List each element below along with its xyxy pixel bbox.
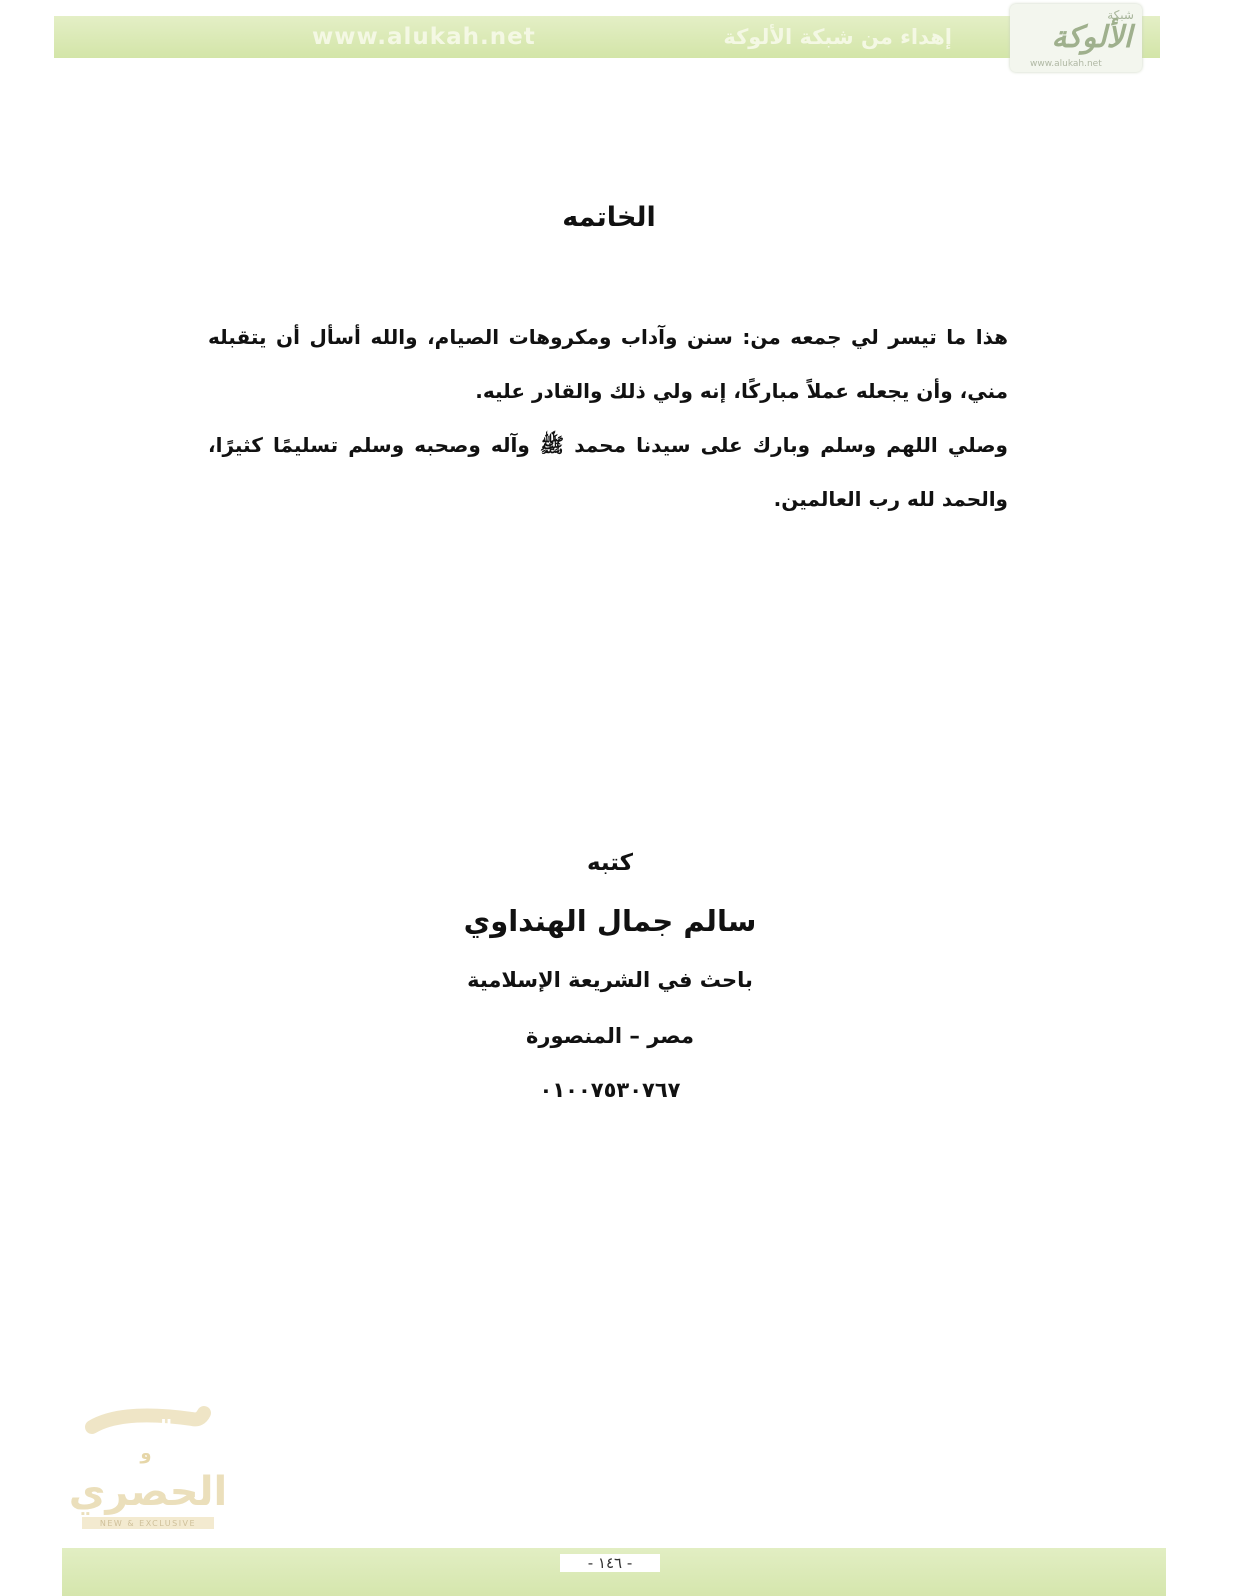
chapter-title: الخاتمه bbox=[562, 202, 656, 233]
header-dedication: إهداء من شبكة الألوكة bbox=[723, 25, 952, 49]
logo-word-mid: و bbox=[140, 1443, 152, 1464]
alukah-logo bbox=[1010, 4, 1142, 72]
new-exclusive-logo bbox=[68, 1405, 228, 1531]
author-name: سالم جمال الهنداوي bbox=[463, 904, 757, 938]
page-number: - ١٤٦ - bbox=[560, 1554, 660, 1572]
alukah-logo-top-word: شبكة bbox=[1107, 8, 1134, 22]
alukah-logo-main-word: الألوكة bbox=[1051, 20, 1132, 55]
author-role: باحث في الشريعة الإسلامية bbox=[467, 968, 753, 992]
closing-paragraph-2: وصلي اللهم وسلم وبارك على سيدنا محمد ﷺ وآله وصحبه وسلم تسليمًا كثيرًا، والحمد لله رب العالمين. bbox=[208, 433, 1008, 511]
alukah-logo-url: www.alukah.net bbox=[1030, 59, 1102, 69]
new-exclusive-logo-graphic bbox=[68, 1405, 228, 1531]
logo-caption: NEW & EXCLUSIVE bbox=[99, 1519, 197, 1528]
logo-word-top: الجديد bbox=[124, 1416, 172, 1435]
logo-word-main: الحصري bbox=[68, 1469, 228, 1515]
header-band bbox=[54, 16, 1160, 58]
author-phone: ٠١٠٠٧٥٣٠٧٦٧ bbox=[539, 1078, 681, 1102]
written-by-label: كتبه bbox=[586, 850, 634, 876]
closing-text bbox=[208, 310, 1008, 526]
header-site-url: www.alukah.net bbox=[312, 24, 536, 50]
closing-paragraph-1: هذا ما تيسر لي جمعه من: سنن وآداب ومكروهات الصيام، والله أسأل أن يتقبله مني، وأن يجعله عملاً مباركًا، إنه ولي ذلك والقادر عليه. bbox=[208, 325, 1008, 403]
author-location: مصر – المنصورة bbox=[526, 1024, 694, 1048]
